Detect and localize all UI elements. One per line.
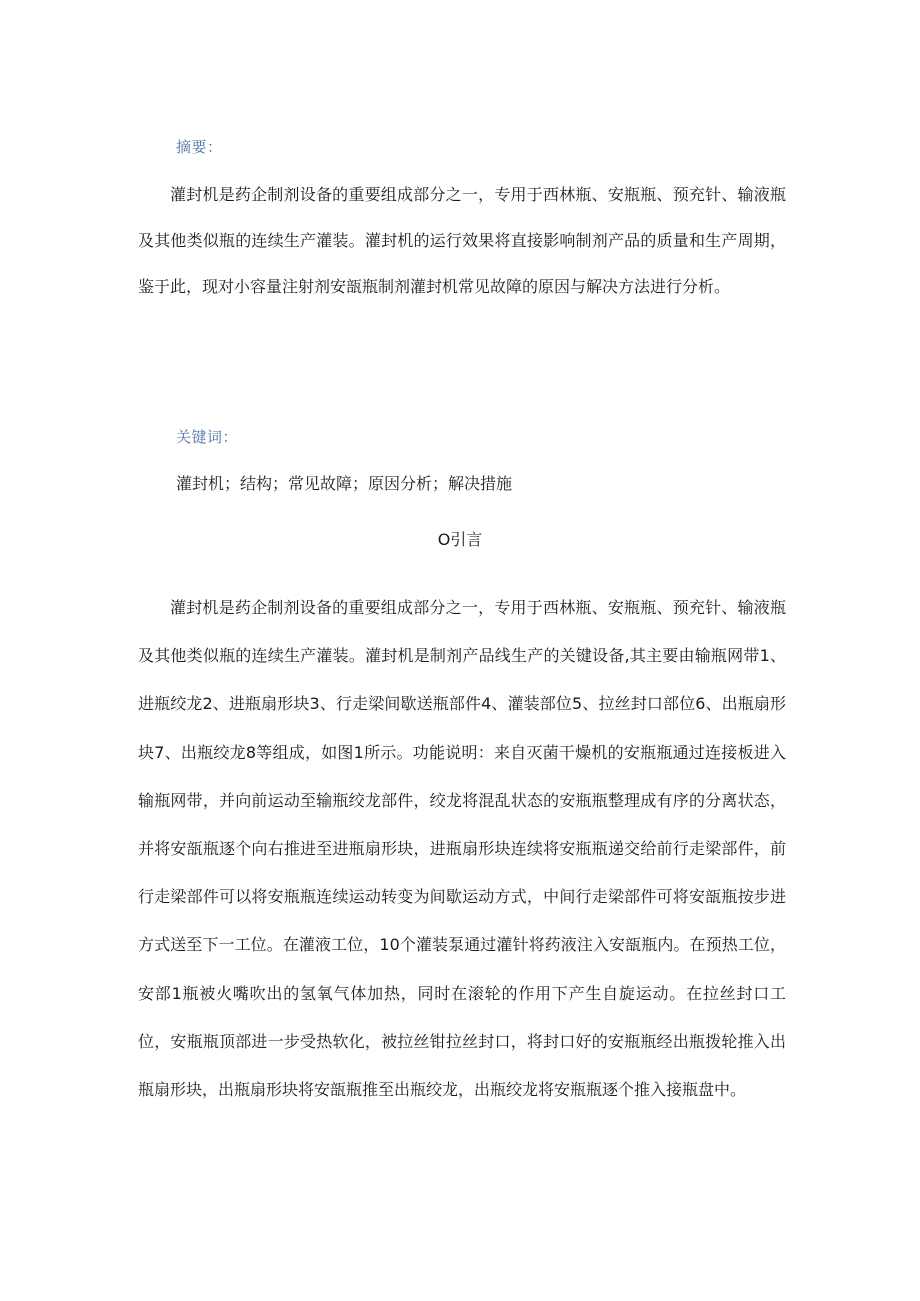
abstract-label: 摘要： — [176, 138, 223, 156]
keywords-label: 关键词： — [176, 428, 239, 446]
introduction-paragraph: 灌封机是药企制剂设备的重要组成部分之一，专用于西林瓶、安瓶瓶、预充针、输液瓶及其他类似瓶的连续生产灌装。灌封机是制剂产品线生产的关键设备,其主要由输瓶网带1、进瓶绞龙2、进瓶扇形块3、行走梁间歇送瓶部件4、灌装部位5、拉丝封口部位6、出瓶扇形块7、出瓶绞龙8等组成，如图1所示。功能说明：来自灭菌干燥机的安瓶瓶通过连接板进入输瓶网带，并向前运动至输瓶绞龙部件，绞龙将混乱状态的安瓶瓶整理成有序的分离状态，并将安瓿瓶逐个向右推进至进瓶扇形块，进瓶扇形块连续将安瓶瓶递交给前行走梁部件，前行走梁部件可以将安瓶瓶连续运动转变为间歇运动方式，中间行走梁部件可将安瓿瓶按步进方式送至下一工位。在灌液工位，10个灌装泵通过灌针将药液注入安瓿瓶内。在预热工位，安部1瓶被火嘴吹出的氢氧气体加热，同时在滚轮的作用下产生自旋运动。在拉丝封口工位，安瓶瓶顶部进一步受热软化，被拉丝钳拉丝封口，将封口好的安瓶瓶经出瓶拨轮推入出瓶扇形块，出瓶扇形块将安瓿瓶推至出瓶绞龙，出瓶绞龙将安瓶瓶逐个推入接瓶盘中。 — [138, 598, 786, 1100]
introduction-heading: O引言 — [437, 530, 483, 549]
keywords-text: 灌封机；结构；常见故障；原因分析；解决措施 — [176, 474, 513, 493]
abstract-paragraph: 灌封机是药企制剂设备的重要组成部分之一，专用于西林瓶、安瓶瓶、预充针、输液瓶及其他类似瓶的连续生产灌装。灌封机的运行效果将直接影响制剂产品的质量和生产周期，鉴于此，现对小容量注射剂安瓿瓶制剂灌封机常见故障的原因与解决方法进行分析。 — [138, 185, 786, 296]
